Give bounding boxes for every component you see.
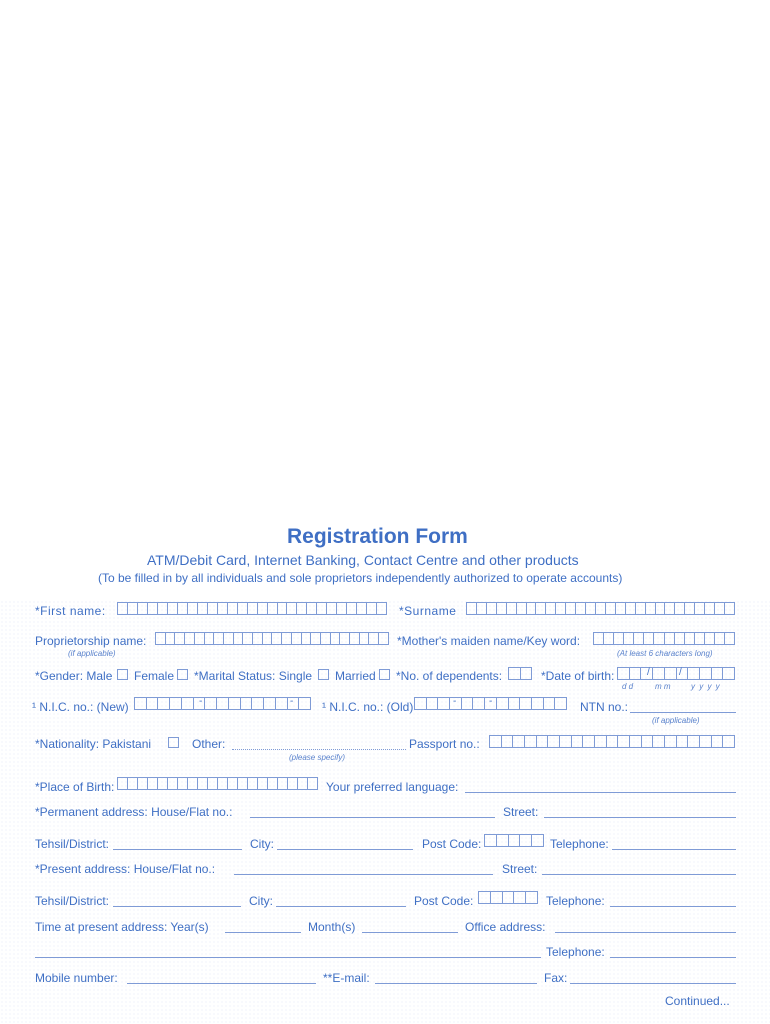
telephone-line[interactable] <box>612 849 736 850</box>
dependents-label: *No. of dependents: <box>396 669 503 683</box>
min-chars-note: (At least 6 characters long) <box>617 649 713 658</box>
dob-boxes[interactable] <box>617 667 735 680</box>
dob-label: *Date of birth: <box>541 669 615 683</box>
form-subtitle: ATM/Debit Card, Internet Banking, Contact Centre and other products <box>147 552 579 568</box>
proprietorship-label: Proprietorship name: <box>35 634 147 648</box>
mobile-label: Mobile number: <box>35 971 118 985</box>
present-street-label: Street: <box>502 862 538 876</box>
city-line[interactable] <box>277 849 413 850</box>
first-name-boxes[interactable] <box>117 602 387 615</box>
email-line[interactable] <box>375 983 537 984</box>
city-label: City: <box>250 837 274 851</box>
other-nationality-line[interactable] <box>232 749 406 750</box>
permanent-house-line[interactable] <box>250 817 495 818</box>
permanent-address-label: *Permanent address: House/Flat no.: <box>35 805 233 819</box>
female-checkbox[interactable] <box>177 669 188 680</box>
present-address-label: *Present address: House/Flat no.: <box>35 862 216 876</box>
preferred-language-label: Your preferred language: <box>326 780 459 794</box>
office-address-line[interactable] <box>555 932 736 933</box>
nationality-label: *Nationality: Pakistani <box>35 737 152 751</box>
present-street-line[interactable] <box>542 874 736 875</box>
nic-separator: - <box>199 696 203 707</box>
male-checkbox[interactable] <box>117 669 128 680</box>
dob-month-hint: m m <box>655 682 671 691</box>
nic-separator: - <box>489 696 493 707</box>
dob-separator: / <box>679 667 682 678</box>
nic-new-boxes[interactable] <box>134 697 311 710</box>
passport-boxes[interactable] <box>489 735 735 748</box>
city-label-2: City: <box>249 894 273 908</box>
telephone-label: Telephone: <box>550 837 609 851</box>
page-title: Registration Form <box>287 525 468 548</box>
surname-label: *Surname <box>399 604 457 618</box>
time-at-address-label: Time at present address: Year(s) <box>35 920 209 934</box>
surname-boxes[interactable] <box>466 602 735 615</box>
single-checkbox[interactable] <box>318 669 329 680</box>
dependents-boxes[interactable] <box>508 667 532 680</box>
office-address-line-2[interactable] <box>35 957 541 958</box>
preferred-language-line[interactable] <box>465 792 736 793</box>
first-name-label: *First name: <box>35 604 106 618</box>
ntn-if-applicable: (if applicable) <box>652 716 700 725</box>
mobile-line[interactable] <box>127 983 316 984</box>
telephone-label-2: Telephone: <box>546 894 605 908</box>
marital-single-label: *Marital Status: Single <box>194 669 313 683</box>
office-address-label: Office address: <box>465 920 546 934</box>
married-label: Married <box>335 669 376 683</box>
continued-label: Continued... <box>665 994 730 1008</box>
female-label: Female <box>134 669 175 683</box>
telephone-line-3[interactable] <box>610 957 736 958</box>
dob-separator: / <box>647 667 650 678</box>
post-code-label: Post Code: <box>422 837 482 851</box>
form-instructions: (To be filled in by all individuals and sole proprietors independently authorized to operate accounts) <box>98 571 623 585</box>
tehsil-label-2: Tehsil/District: <box>35 894 110 908</box>
tehsil-line-2[interactable] <box>113 906 241 907</box>
passport-label: Passport no.: <box>409 737 480 751</box>
ntn-label: NTN no.: <box>580 700 629 714</box>
proprietorship-boxes[interactable] <box>155 632 389 645</box>
tehsil-label: Tehsil/District: <box>35 837 110 851</box>
married-checkbox[interactable] <box>379 669 390 680</box>
if-applicable-note: (if applicable) <box>68 649 116 658</box>
fax-line[interactable] <box>570 983 736 984</box>
nic-old-label: ¹ N.I.C. no.: (Old) <box>322 700 414 714</box>
permanent-street-line[interactable] <box>544 817 736 818</box>
email-label: **E-mail: <box>323 971 370 985</box>
gender-male-label: *Gender: Male <box>35 669 113 683</box>
post-code-boxes-2[interactable] <box>478 891 538 904</box>
place-of-birth-label: *Place of Birth: <box>35 780 115 794</box>
pakistani-checkbox[interactable] <box>168 737 179 748</box>
months-line[interactable] <box>362 932 458 933</box>
present-house-line[interactable] <box>234 874 493 875</box>
telephone-line-2[interactable] <box>610 906 736 907</box>
permanent-street-label: Street: <box>503 805 539 819</box>
dob-day-hint: d d <box>622 682 634 691</box>
nic-separator: - <box>290 696 294 707</box>
fax-label: Fax: <box>544 971 568 985</box>
other-label: Other: <box>192 737 226 751</box>
place-of-birth-boxes[interactable] <box>117 777 318 790</box>
telephone-label-3: Telephone: <box>546 945 605 959</box>
city-line-2[interactable] <box>276 906 406 907</box>
nic-new-label: ¹ N.I.C. no.: (New) <box>32 700 129 714</box>
nic-separator: - <box>453 696 457 707</box>
ntn-line[interactable] <box>630 712 736 713</box>
mothers-maiden-boxes[interactable] <box>593 632 735 645</box>
years-line[interactable] <box>225 932 301 933</box>
post-code-boxes[interactable] <box>484 834 544 847</box>
post-code-label-2: Post Code: <box>414 894 474 908</box>
mothers-maiden-label: *Mother's maiden name/Key word: <box>397 634 581 648</box>
tehsil-line[interactable] <box>113 849 242 850</box>
please-specify-note: (please specify) <box>289 753 346 762</box>
dob-year-hint: y y y y <box>691 682 721 691</box>
months-label: Month(s) <box>308 920 356 934</box>
